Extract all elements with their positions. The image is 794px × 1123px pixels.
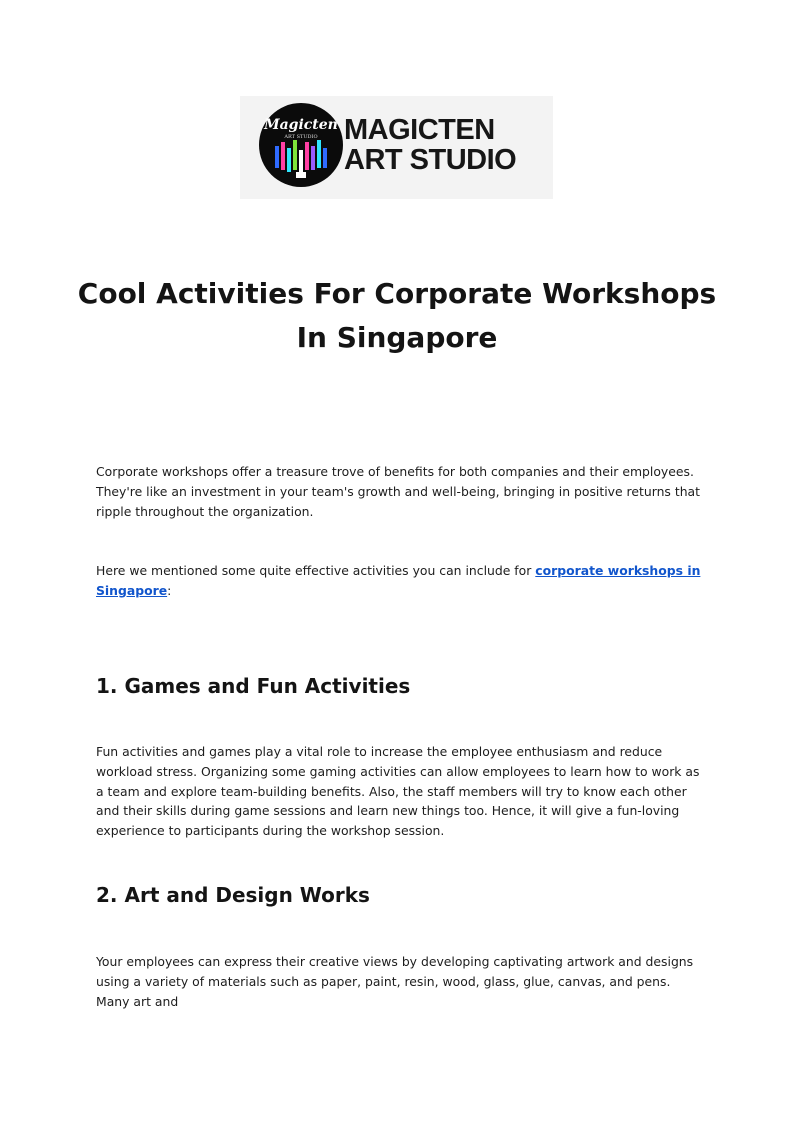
section-body-games: Fun activities and games play a vital role to increase the employee enthusiasm and reduce workload stress. Organizing some gaming activities can allow employees to learn how to work as a team and explore team-building benefits. Also, the staff members will try to know each other and their skills during game sessions and learn new things too. Hence, it will give a fun-loving experience to participants during the workshop session.	[96, 744, 700, 839]
intro-paragraph: Corporate workshops offer a treasure trove of benefits for both companies and their employees. They're like an investment in your team's growth and well-being, bringing in positive returns that ripple throughout the organization.	[96, 464, 700, 519]
emblem-script: Magicten	[264, 117, 338, 133]
page-title	[60, 272, 734, 360]
title-line1: Cool Activities For Corporate Workshops	[77, 277, 717, 310]
section-heading-art: 2. Art and Design Works	[96, 883, 370, 907]
emblem-subtitle: ART STUDIO	[284, 134, 318, 140]
brand-name-line2: ART STUDIO	[344, 144, 517, 176]
brand-logo	[240, 96, 553, 199]
mention-suffix: :	[167, 582, 172, 598]
section-heading-games: 1. Games and Fun Activities	[96, 674, 411, 698]
brand-emblem-icon	[258, 102, 344, 188]
mention-text: Here we mentioned some quite effective activities you can include for	[96, 563, 536, 578]
mention-paragraph	[96, 561, 702, 601]
brand-name-line1: MAGICTEN	[344, 114, 495, 146]
title-line2: In Singapore	[296, 321, 498, 354]
brand-wordmark	[344, 115, 516, 175]
corporate-workshops-link[interactable]: corporate workshops in Singapore	[96, 563, 701, 598]
section-body-art: Your employees can express their creative views by developing captivating artwork and designs using a variety of materials such as paper, paint, resin, wood, glass, glue, canvas, and pens. Many art and	[96, 954, 694, 1009]
